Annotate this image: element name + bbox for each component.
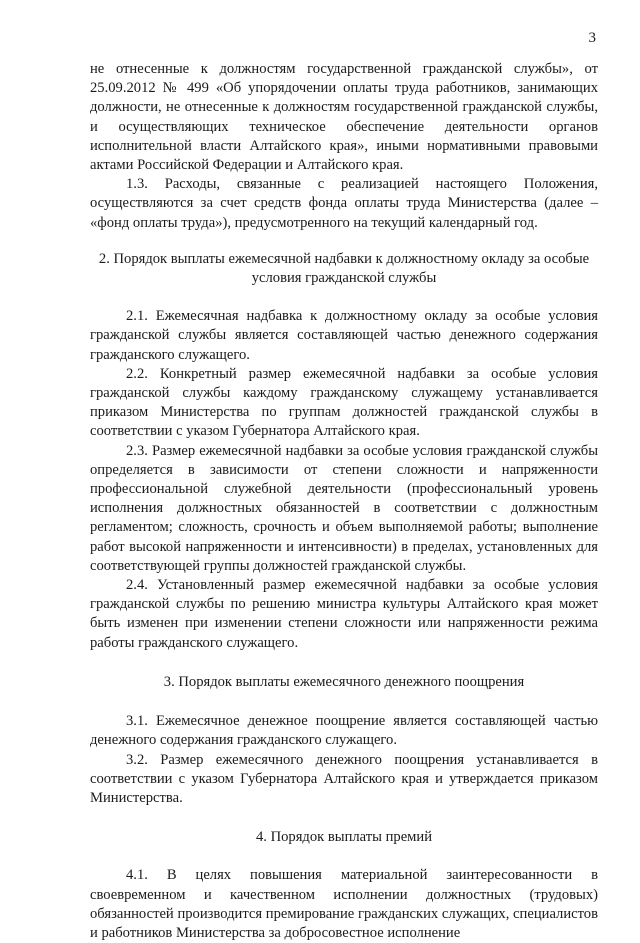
- section-heading-3: 3. Порядок выплаты ежемесячного денежного поощрения: [163, 673, 525, 690]
- paragraph-2-4: 2.4. Установленный размер ежемесячной надбавки за особые условия гражданской службы по решению министра культуры Алтайского края может быть изменен при изменении степени сложности или напряженности режима работы гражданского служащего.: [90, 577, 598, 651]
- paragraph-2-2: 2.2. Конкретный размер ежемесячной надбавки за особые условия гражданской службы каждому гражданскому служащему устанавливается приказом Министерства по группам должностей гражданской службы в соответствии с указом Губернатора Алтайского края.: [90, 365, 598, 440]
- paragraph-intro: не отнесенные к должностям государственной гражданской службы», от 25.09.2012 № 499 «Об упорядочении оплаты труда работников, занимающих должности, не отнесенные к должностям государственной гражданской службы, и осуществляющих техническое обеспечение деятельности органов исполнительной власти Алтайского края», иными нормативными правовыми актами Российской Федерации и Алтайского края.: [90, 61, 598, 174]
- paragraph-3-1: 3.1. Ежемесячное денежное поощрение является составляющей частью денежного содержания гражданского служащего.: [90, 713, 598, 749]
- paragraph-2-3: 2.3. Размер ежемесячной надбавки за особые условия гражданской службы определяется в зависимости от степени сложности и напряженности профессиональной служебной деятельности (профессиональный уровень исполнения должностных обязанностей в соответствии с должностным регламентом; сложность, срочность и объем выполняемой работы; выполнение работ высокой напряженности и интенсивности) в пределах, установленных для соответствующей группы должностей гражданской службы.: [90, 442, 598, 574]
- section-heading-4: 4. Порядок выплаты премий: [255, 829, 433, 846]
- paragraph-1-3: 1.3. Расходы, связанные с реализацией настоящего Положения, осуществляются за счет средств фонда оплаты труда Министерства (далее – «фонд оплаты труда»), предусмотренного на текущий календарный год.: [90, 176, 598, 231]
- section-heading-2: 2. Порядок выплаты ежемесячной надбавки к должностному окладу за особые условия гражданской службы: [98, 250, 590, 287]
- paragraph-2-1: 2.1. Ежемесячная надбавка к должностному окладу за особые условия гражданской службы является составляющей частью денежного содержания гражданского служащего.: [90, 308, 598, 363]
- paragraph-3-2: 3.2. Размер ежемесячного денежного поощрения устанавливается в соответствии с указом Губернатора Алтайского края и утверждается приказом Министерства.: [90, 751, 598, 806]
- paragraph-4-1: 4.1. В целях повышения материальной заинтересованности в своевременном и качественном исполнении должностных (трудовых) обязанностей производится премирование гражданских служащих, специалистов и работников Министерства за добросовестное исполнение: [90, 867, 598, 941]
- document-body: [90, 60, 598, 943]
- page-number: 3: [588, 30, 596, 46]
